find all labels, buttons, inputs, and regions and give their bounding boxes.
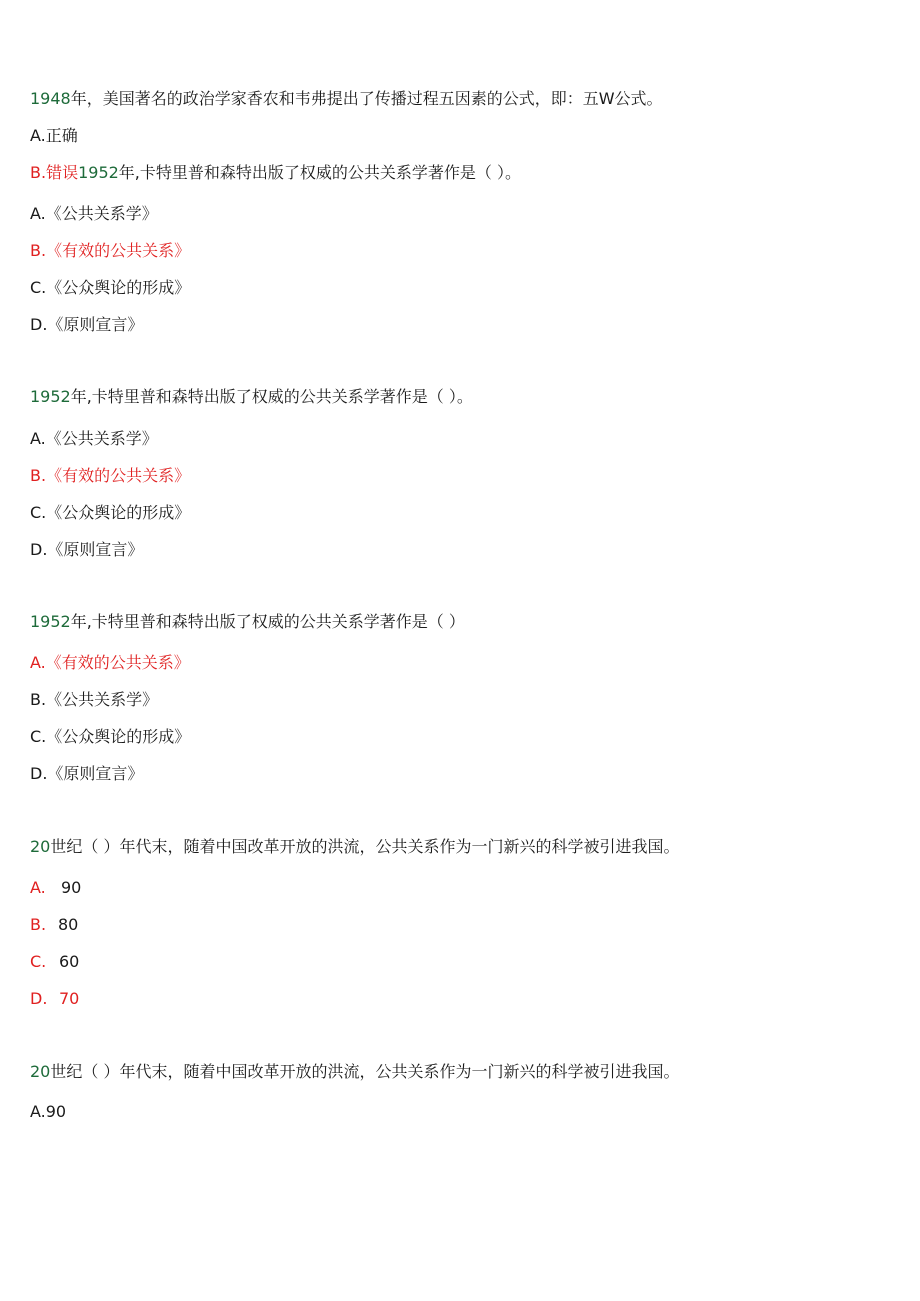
question-2-stem: [30, 162, 521, 184]
question-number: 1952: [78, 163, 119, 182]
question-4-option-a: A.《有效的公共关系》: [30, 653, 190, 672]
question-3-stem: [30, 386, 473, 408]
answer-highlight: B.错误: [30, 163, 79, 182]
question-number: 1952: [30, 387, 71, 406]
question-text: 年,卡特里普和森特出版了权威的公共关系学著作是（ ）: [70, 612, 465, 631]
question-5-stem: [30, 836, 679, 858]
question-text: 世纪（ ）年代末，随着中国改革开放的洪流，公共关系作为一门新兴的科学被引进我国。: [50, 837, 680, 856]
question-3-option-a: A.《公共关系学》: [30, 429, 158, 448]
question-number: 1948: [30, 89, 71, 108]
question-2-option-d: D.《原则宣言》: [30, 315, 144, 334]
option-value: 70: [59, 989, 80, 1008]
question-number: 1952: [30, 612, 71, 631]
question-text: 世纪（ ）年代末，随着中国改革开放的洪流，公共关系作为一门新兴的科学被引进我国。: [50, 1062, 680, 1081]
question-text: 年,卡特里普和森特出版了权威的公共关系学著作是（ ）。: [70, 387, 473, 406]
question-2-option-a: A.《公共关系学》: [30, 204, 158, 223]
question-2-option-c: C.《公众舆论的形成》: [30, 278, 191, 297]
question-4-option-c: C.《公众舆论的形成》: [30, 727, 191, 746]
question-6-option-a: A.90: [30, 1102, 67, 1121]
option-value: 60: [59, 952, 80, 971]
question-4-stem: [30, 611, 465, 633]
option-label: A.: [30, 878, 46, 897]
question-3-option-b: B.《有效的公共关系》: [30, 466, 191, 485]
question-1-stem: [30, 88, 663, 110]
question-number: 20: [30, 837, 51, 856]
option-value: 80: [58, 915, 79, 934]
question-number: 20: [30, 1062, 51, 1081]
option-label: C.: [30, 952, 47, 971]
question-3-option-c: C.《公众舆论的形成》: [30, 503, 191, 522]
question-5-option-a: [30, 877, 81, 899]
option-label: D.: [30, 989, 48, 1008]
question-6-stem: [30, 1061, 679, 1083]
question-2-option-b: B.《有效的公共关系》: [30, 241, 191, 260]
question-5-option-d: [30, 988, 79, 1010]
question-4-option-b: B.《公共关系学》: [30, 690, 159, 709]
question-text: 年，美国著名的政治学家香农和韦弗提出了传播过程五因素的公式，即：五W公式。: [70, 89, 663, 108]
question-4-option-d: D.《原则宣言》: [30, 764, 144, 783]
question-1-option-a: A.正确: [30, 126, 78, 145]
option-value: 90: [61, 878, 82, 897]
question-text: 年,卡特里普和森特出版了权威的公共关系学著作是（ ）。: [118, 163, 521, 182]
question-5-option-c: [30, 951, 79, 973]
question-3-option-d: D.《原则宣言》: [30, 540, 144, 559]
option-label: B.: [30, 915, 47, 934]
question-5-option-b: [30, 914, 78, 936]
